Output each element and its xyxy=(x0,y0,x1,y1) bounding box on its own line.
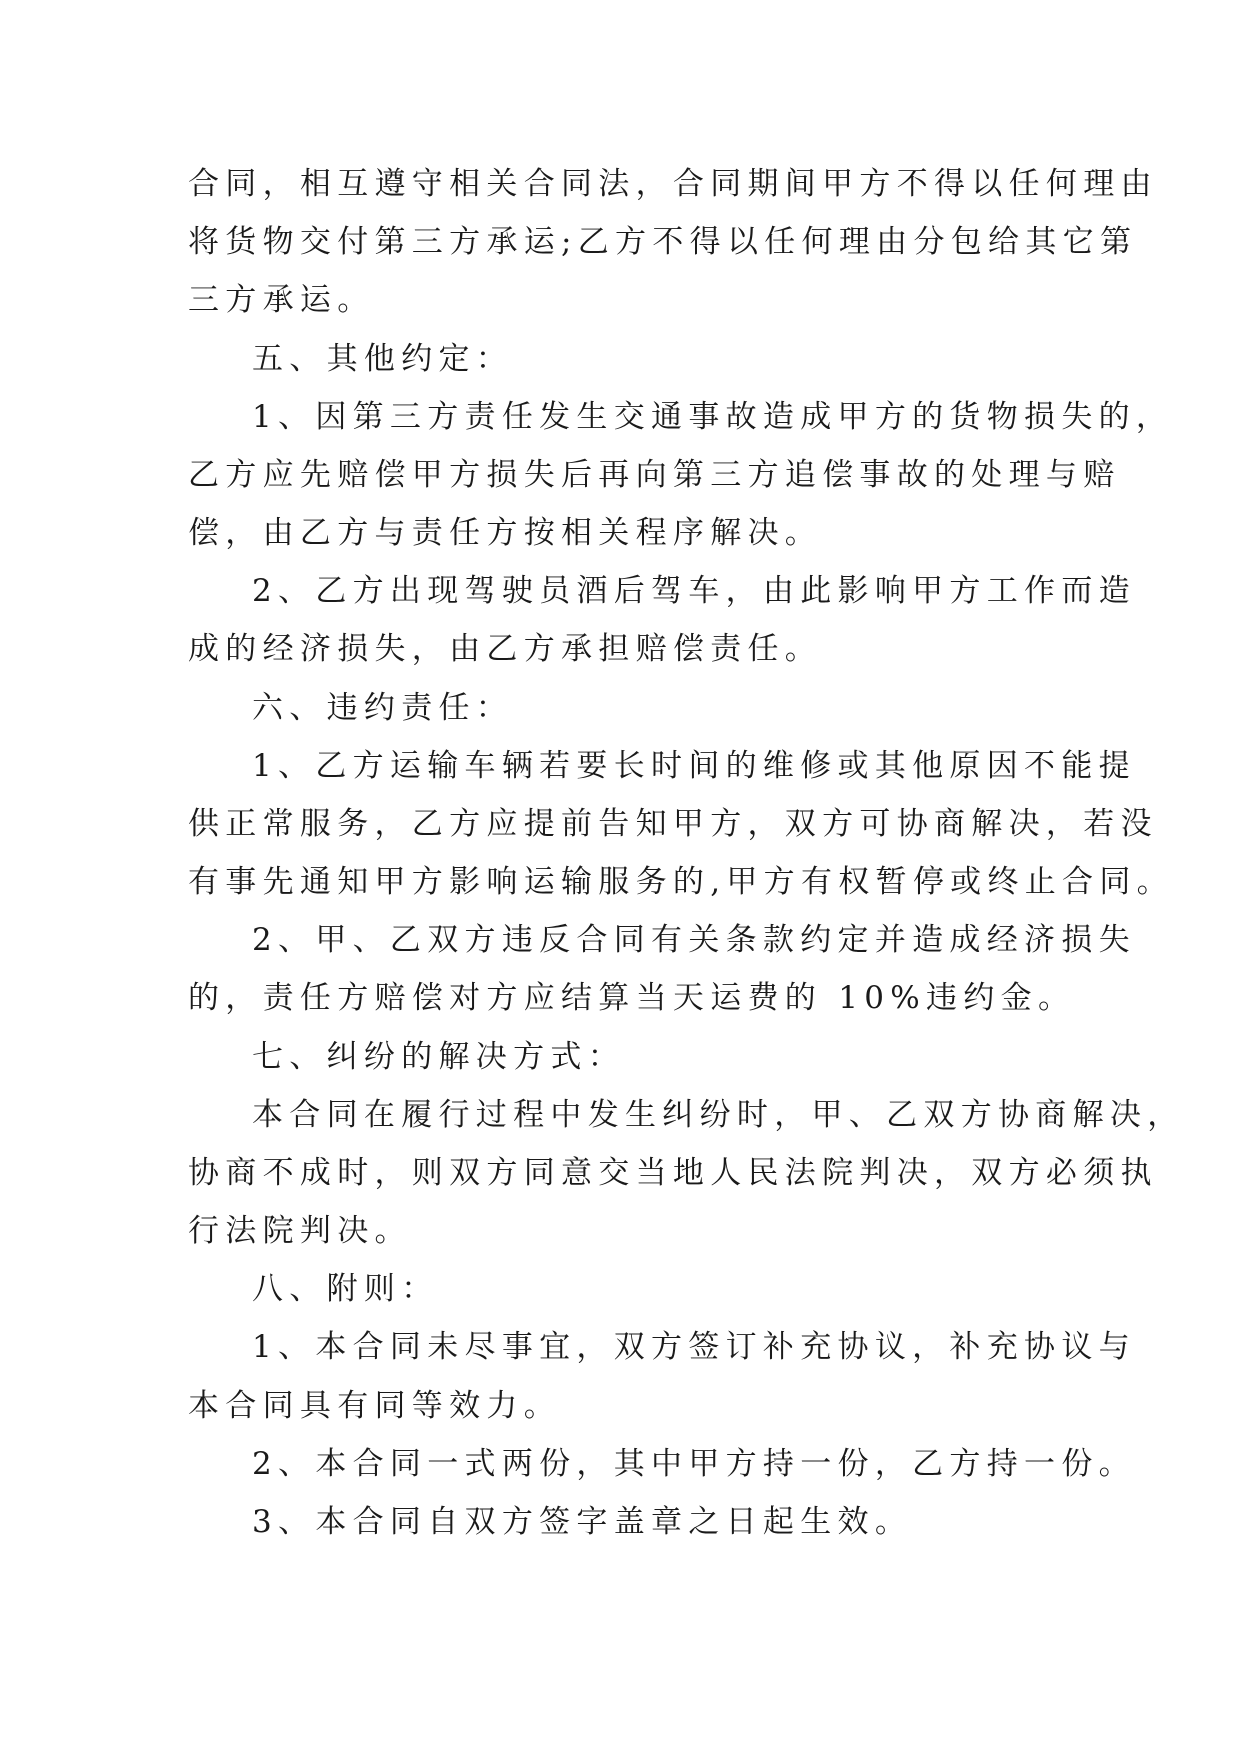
text-line: 的，责任方赔偿对方应结算当天运费的 10%违约金。 xyxy=(188,980,1076,1016)
section-heading: 六、违约责任： xyxy=(252,690,514,726)
text-line: 1、本合同未尽事宜，双方签订补充协议，补充协议与 xyxy=(252,1329,1136,1365)
text-line: 2、甲、乙双方违反合同有关条款约定并造成经济损失 xyxy=(252,922,1136,958)
text-line: 乙方应先赔偿甲方损失后再向第三方追偿事故的处理与赔 xyxy=(188,457,1121,493)
text-line: 将货物交付第三方承运;乙方不得以任何理由分包给其它第 xyxy=(188,224,1138,260)
text-line: 偿，由乙方与责任方按相关程序解决。 xyxy=(188,515,823,551)
text-line: 成的经济损失，由乙方承担赔偿责任。 xyxy=(188,631,823,667)
text-line: 合同，相互遵守相关合同法，合同期间甲方不得以任何理由 xyxy=(188,166,1158,202)
text-line: 本合同具有同等效力。 xyxy=(188,1388,561,1424)
text-line: 2、乙方出现驾驶员酒后驾车，由此影响甲方工作而造 xyxy=(252,573,1136,609)
text-line: 1、因第三方责任发生交通事故造成甲方的货物损失的， xyxy=(252,399,1174,435)
text-line: 协商不成时，则双方同意交当地人民法院判决，双方必须执 xyxy=(188,1155,1158,1191)
section-heading: 八、附则： xyxy=(252,1271,439,1307)
section-heading: 七、纠纷的解决方式： xyxy=(252,1039,625,1075)
text-line: 2、本合同一式两份，其中甲方持一份，乙方持一份。 xyxy=(252,1446,1136,1482)
section-heading: 五、其他约定： xyxy=(252,341,514,377)
text-line: 3、本合同自双方签字盖章之日起生效。 xyxy=(252,1504,913,1540)
text-line: 1、乙方运输车辆若要长时间的维修或其他原因不能提 xyxy=(252,748,1136,784)
text-line: 本合同在履行过程中发生纠纷时，甲、乙双方协商解决， xyxy=(252,1097,1185,1133)
text-line: 三方承运。 xyxy=(188,282,375,318)
text-line: 供正常服务，乙方应提前告知甲方，双方可协商解决，若没 xyxy=(188,806,1158,842)
text-line: 行法院判决。 xyxy=(188,1213,412,1249)
text-line: 有事先通知甲方影响运输服务的,甲方有权暂停或终止合同。 xyxy=(188,864,1174,900)
